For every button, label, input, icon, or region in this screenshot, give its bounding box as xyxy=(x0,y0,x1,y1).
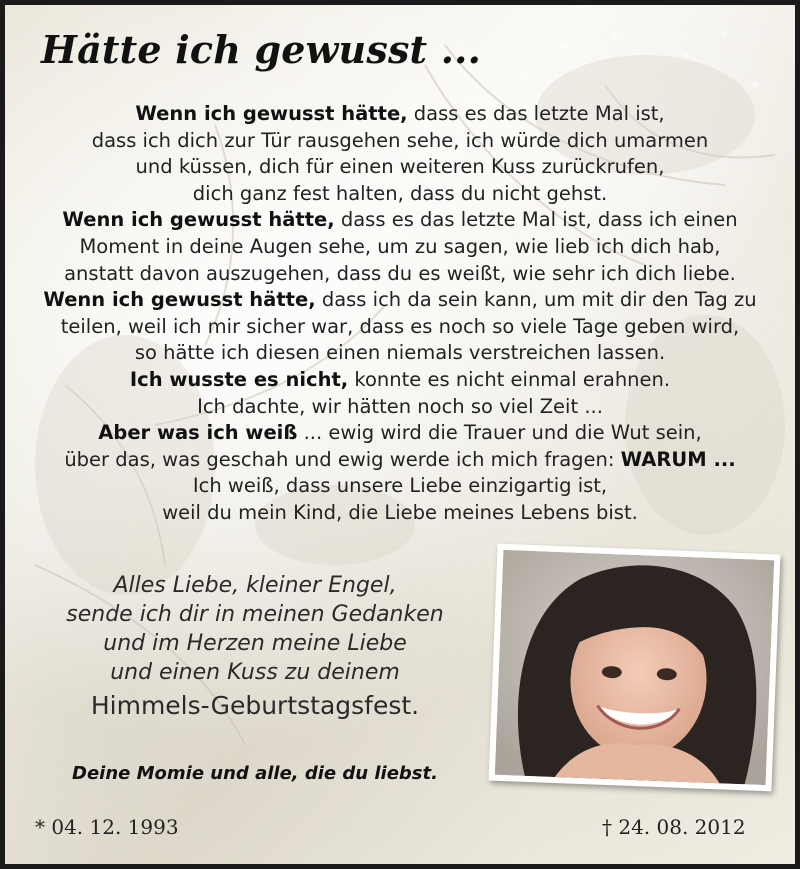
poem-line-text: anstatt davon auszugehen, dass du es weißt, wie sehr ich dich liebe. xyxy=(64,261,736,285)
poem-line xyxy=(15,394,785,421)
poem-line xyxy=(15,287,785,314)
poem-line xyxy=(15,261,785,288)
poem-line-text: dass ich dich zur Tür rausgehen sehe, ich würde dich umarmen xyxy=(91,128,709,152)
poem-line xyxy=(15,473,785,500)
child-portrait-photo xyxy=(489,544,781,792)
poem-line xyxy=(15,101,785,128)
dedication-line: und im Herzen meine Liebe xyxy=(103,631,407,656)
poem-line xyxy=(15,420,785,447)
dedication-line: und einen Kuss zu deinem xyxy=(110,660,400,685)
poem-line-bold: Wenn ich gewusst hätte, xyxy=(135,102,408,125)
dedication xyxy=(35,571,475,723)
poem-line-text: Moment in deine Augen sehe, um zu sagen, wie lieb ich dich hab, xyxy=(79,234,721,258)
dedication-closing: Himmels-Geburtstagsfest. xyxy=(90,691,420,720)
poem-line xyxy=(15,367,785,394)
poem-line xyxy=(15,207,785,234)
poem-line xyxy=(15,154,785,181)
poem-line-text: dass es das letzte Mal ist, xyxy=(407,102,665,125)
poem-line-text: Ich dachte, wir hätten noch so viel Zeit ... xyxy=(197,394,603,418)
poem-line-bold: WARUM ... xyxy=(620,447,736,471)
poem-line xyxy=(15,234,785,261)
poem-line-bold: Wenn ich gewusst hätte, xyxy=(62,208,335,232)
poem-line-text: über das, was geschah und ewig werde ich mich fragen: xyxy=(64,447,621,471)
dedication-line: sende ich dir in meinen Gedanken xyxy=(66,602,444,627)
portrait-image xyxy=(495,550,774,785)
poem-line-text: weil du mein Kind, die Liebe meines Lebens bist. xyxy=(162,500,638,524)
poem-line-text: konnte es nicht einmal erahnen. xyxy=(348,367,671,391)
poem-line xyxy=(15,340,785,367)
poem-line xyxy=(15,447,785,474)
signature: Deine Momie und alle, die du liebst. xyxy=(72,763,438,784)
poem-line-text: teilen, weil ich mir sicher war, dass es noch so viele Tage geben wird, xyxy=(60,314,740,338)
death-date: † 24. 08. 2012 xyxy=(602,815,746,839)
page-title: Hätte ich gewusst ... xyxy=(41,27,482,72)
poem-line-text: ... ewig wird die Trauer und die Wut sein, xyxy=(297,421,702,445)
birth-date: * 04. 12. 1993 xyxy=(35,815,179,839)
poem-line xyxy=(15,314,785,341)
poem-line-text: so hätte ich diesen einen niemals verstreichen lassen. xyxy=(134,341,666,365)
poem-line-bold: Aber was ich weiß xyxy=(98,421,298,445)
poem-line xyxy=(15,128,785,155)
poem-line-text: dass es das letzte Mal ist, dass ich einen xyxy=(334,208,738,232)
poem-line-text: dich ganz fest halten, dass du nicht gehst. xyxy=(192,181,608,205)
poem-line xyxy=(15,500,785,527)
poem-line xyxy=(15,181,785,208)
poem-line-text: Ich weiß, dass unsere Liebe einzigartig ist, xyxy=(192,474,608,498)
poem-line-text: und küssen, dich für einen weiteren Kuss zurückrufen, xyxy=(135,155,665,179)
poem-line-text: dass ich da sein kann, um mit dir den Tag zu xyxy=(315,288,757,312)
poem-line-bold: Ich wusste es nicht, xyxy=(129,367,349,391)
poem-line-bold: Wenn ich gewusst hätte, xyxy=(43,288,316,312)
poem xyxy=(15,101,785,527)
dedication-line: Alles Liebe, kleiner Engel, xyxy=(113,573,397,598)
